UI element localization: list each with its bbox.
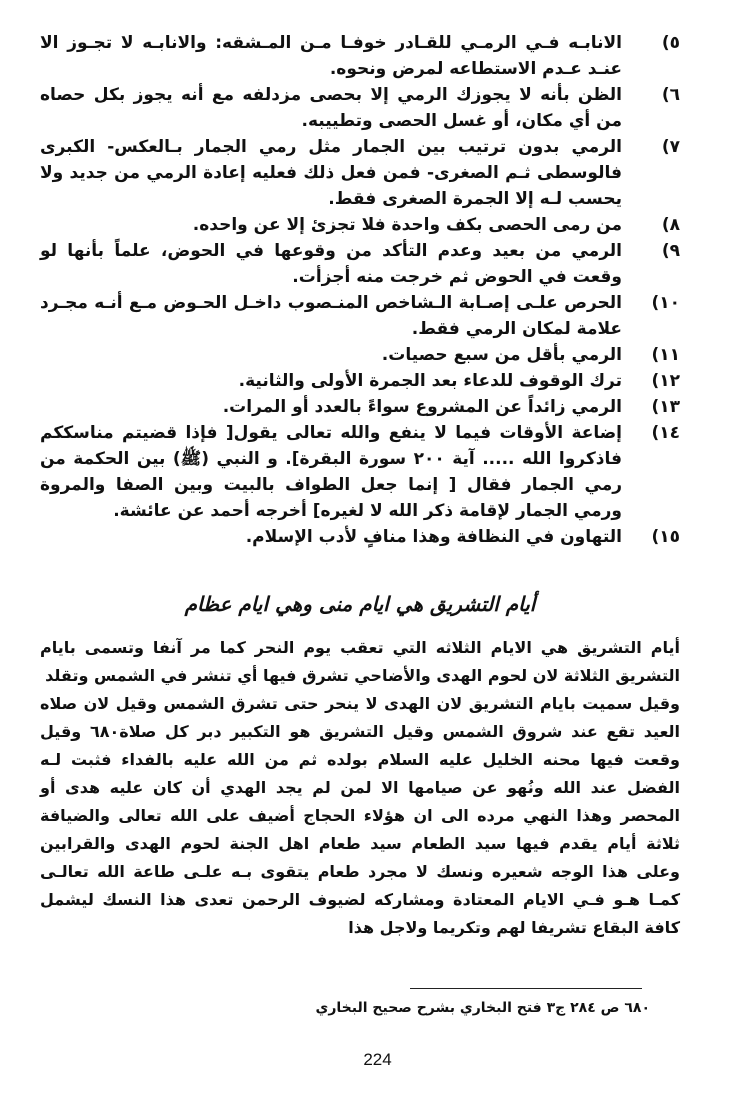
item-text: الحرص علـى إصـابة الـشاخص المنـصوب داخـل الحـوض مـع أنـه مجـرد علامة لمكان الرمي فقط. [40, 293, 622, 339]
page-content [40, 30, 680, 942]
list-item [40, 212, 680, 238]
list-item [40, 238, 680, 290]
page-number: 224 [363, 1050, 392, 1069]
item-number: ٨) [661, 215, 680, 235]
item-text: إضاعة الأوقات فيما لا ينفع والله تعالى يقول[ فإذا قضيتم مناسككم فاذكروا الله ..... آية ٢٠٠ سورة البقرة]. و النبي (ﷺ) بين الحكمة من رمي الجمار فقال [ إنما جعل الطواف بالبيت وبين الصفا والمروة ورمي الجمار لإقامة ذكر الله لا لغيره] أخرجه أحمد عن عائشة. [40, 423, 622, 521]
body-paragraph: وقيل سميت بايام التشريق لان الهدى لا ينحر حتى تشرق الشمس وقيل لان صلاه العيد تقع عند شروق الشمس وقيل التشريق هو التكبير دبر كل صلاة٦٨٠ وقيل وقعت فيها محنه الخليل عليه السلام بولده ثم من الله عليه بالفداء فثبت لـه الفضل عند الله ونُهو عن صيامها الا لمن لم يجد الهدي أن كان عليه هدى أو المحصر وهذا النهي مرده الى ان هؤلاء الحجاج أضيف على الله تعالى والضيافة ثلاثة أيام يقدم فيها سيد الطعام سيد طعام اهل الجنة لحوم الهدى والقرابين وعلى هذا الوجه شعيره ونسك لا مجرد طعام يتقوى بـه علـى طاعة الله تعالـى كمـا هـو فـي الايام المعتادة ومشاركه لضيوف الرحمن تعدى هذا النسك ليشمل كافة البقاع تشريفا لهم وتكريما ولاجل هذا [40, 694, 680, 937]
item-number: ٥) [661, 33, 680, 53]
list-item [40, 82, 680, 134]
item-number: ١٣) [651, 397, 680, 417]
list-item [40, 290, 680, 342]
list-item [40, 524, 680, 550]
list-item [40, 342, 680, 368]
list-item [40, 134, 680, 212]
item-text: الرمي بأقل من سبع حصيات. [381, 345, 622, 365]
item-number: ٦) [661, 85, 680, 105]
section-heading: أيام التشريق هي ايام منى وهي ايام عظام [184, 592, 536, 616]
list-item [40, 394, 680, 420]
item-number: ١٤) [651, 423, 680, 443]
item-text: الرمي من بعيد وعدم التأكد من وقوعها في الحوض، علماً بأنها لو وقعت في الحوض ثم خرجت منه أجزأت. [40, 241, 622, 287]
body-paragraph: أيام التشريق هي الايام الثلاثه التي تعقب يوم النحر كما مر آنفا وتسمى بايام التشريق الثلاثة لان لحوم الهدى والأضاحي تشرق فيها أي تنشر في الشمس وتقلد [40, 638, 680, 685]
item-number: ١٥) [651, 527, 680, 547]
item-number: ١٢) [651, 371, 680, 391]
item-text: الرمي زائداً عن المشروع سواءً بالعدد أو المرات. [222, 397, 622, 417]
item-text: من رمى الحصى بكف واحدة فلا تجزئ إلا عن واحده. [192, 215, 622, 235]
item-text: الانابـه فـي الرمـي للقـادر خوفـا مـن المـشقه: والانابـه لا تجـوز الا عنـد عـدم الاستطاعه لمرض ونحوه. [40, 33, 622, 79]
footnote-divider [410, 988, 642, 989]
footnote: ٦٨٠ ص ٢٨٤ ج٣ فتح البخاري بشرح صحيح البخاري [315, 1000, 650, 1016]
list-item [40, 368, 680, 394]
item-number: ٧) [661, 137, 680, 157]
item-text: الظن بأنه لا يجوزك الرمي إلا بحصى مزدلفه مع أنه يجوز بكل حصاه من أي مكان، أو غسل الحصى وتطييبه. [40, 85, 622, 131]
item-text: الرمي بدون ترتيب بين الجمار مثل رمي الجمار بـالعكس- الكبرى فالوسطى ثـم الصغرى- فمن فعل ذلك فعليه إعادة الرمي من جديد ولا يحسب لـه إلا الجمرة الصغرى فقط. [40, 137, 622, 209]
list-item [40, 420, 680, 524]
item-number: ١١) [651, 345, 680, 365]
item-number: ٩) [661, 241, 680, 261]
item-text: ترك الوقوف للدعاء بعد الجمرة الأولى والثانية. [238, 371, 622, 391]
item-number: ١٠) [651, 293, 680, 313]
mistakes-list [40, 30, 680, 550]
item-text: التهاون في النظافة وهذا منافٍ لأدب الإسلام. [245, 527, 622, 547]
list-item [40, 30, 680, 82]
